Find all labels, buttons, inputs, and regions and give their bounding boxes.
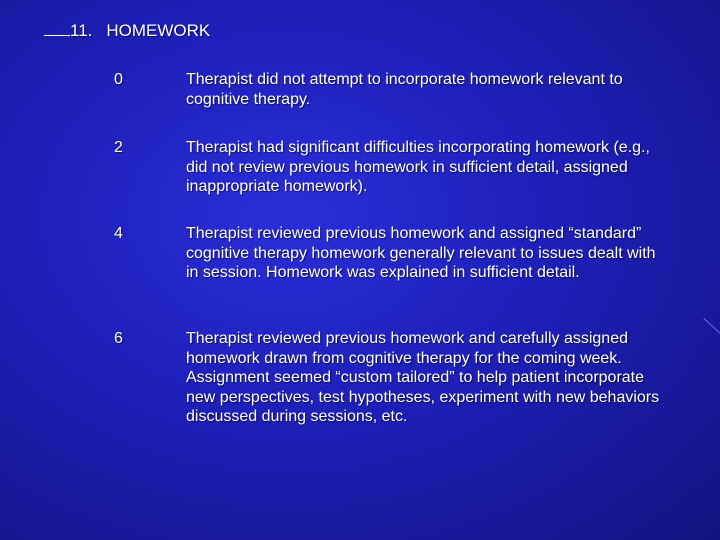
- section-heading: [44, 20, 210, 42]
- rating-score: 2: [114, 139, 123, 156]
- rating-description: Therapist had significant difficulties incorporating homework (e.g., did not review previous homework in sufficient detail, assigned inappropriate homework).: [186, 139, 650, 195]
- section-number: 11.: [70, 21, 93, 40]
- rating-blank: [44, 21, 70, 36]
- section-title: HOMEWORK: [106, 21, 211, 40]
- rating-score: 0: [114, 71, 123, 88]
- rating-description: Therapist reviewed previous homework and carefully assigned homework drawn from cognitive therapy for the coming week. Assignment seemed “custom tailored” to help patient incorporate new perspectives, test hypotheses, experiment with new behaviors discussed during sessions, etc.: [186, 330, 660, 425]
- rating-score: 4: [114, 225, 123, 242]
- rating-description: Therapist did not attempt to incorporate homework relevant to cognitive therapy.: [186, 71, 623, 108]
- rating-score: 6: [114, 330, 123, 347]
- decorative-line: [703, 318, 720, 337]
- rating-description: Therapist reviewed previous homework and assigned “standard” cognitive therapy homework generally relevant to issues dealt with in session. Homework was explained in sufficient detail.: [186, 225, 656, 281]
